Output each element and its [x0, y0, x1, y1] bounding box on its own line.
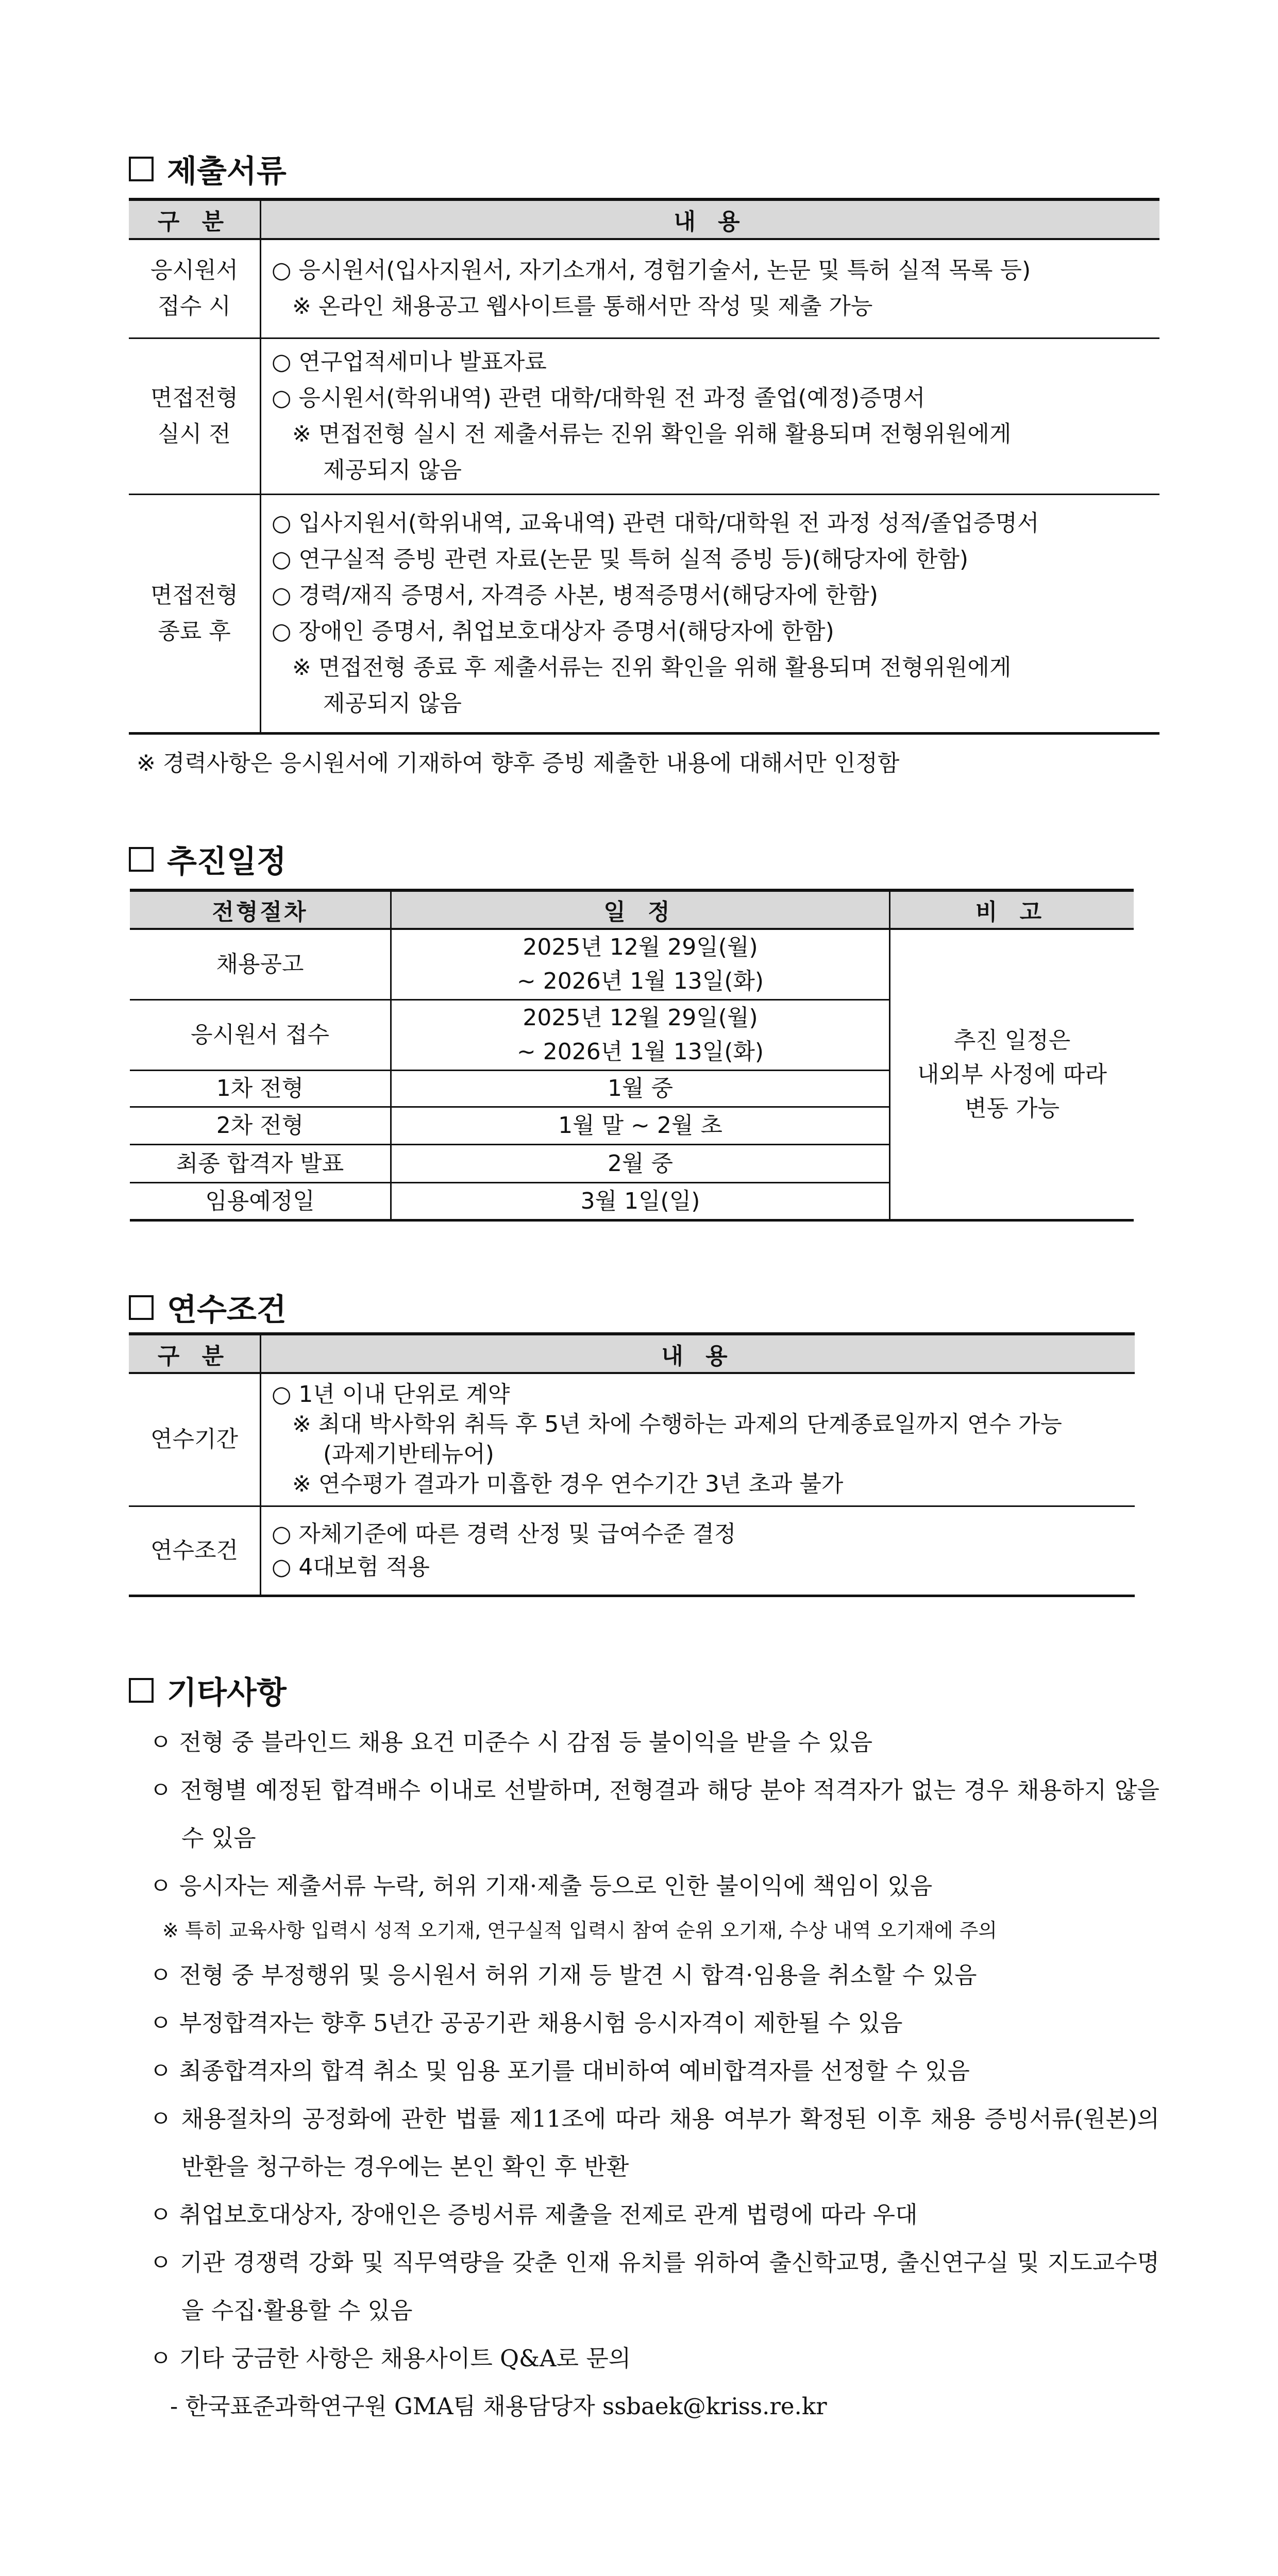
header-content: 내 용: [261, 199, 1160, 239]
content-line: ○ 자체기준에 따른 경력 산정 및 급여수준 결정: [272, 1520, 736, 1547]
checkbox-square-icon: [129, 157, 154, 181]
other-items-list: [149, 1718, 1159, 2430]
date-cell: 1월 중: [391, 1071, 890, 1107]
content-note: ※ 최대 박사학위 취득 후 5년 차에 수행하는 과제의 단계종료일까지 연수 가능: [292, 1411, 1062, 1438]
step-cell: 채용공고: [130, 929, 391, 1000]
date-cell: 1월 말 ~ 2월 초: [391, 1107, 890, 1145]
category-line: 면접전형: [150, 582, 238, 608]
content-note: ※ 면접전형 실시 전 제출서류는 진위 확인을 위해 활용되며 전형위원에게: [292, 420, 1012, 447]
row-category: 연수기간: [129, 1373, 261, 1506]
content-note: ※ 면접전형 종료 후 제출서류는 진위 확인을 위해 활용되며 전형위원에게: [292, 654, 1012, 681]
header-date: 일 정: [391, 890, 890, 929]
category-line: 접수 시: [158, 293, 231, 320]
table-row: [130, 929, 1134, 1000]
category-line: 응시원서: [150, 257, 238, 284]
content-note: ※ 온라인 채용공고 웹사이트를 통해서만 작성 및 제출 가능: [292, 293, 873, 320]
list-item: ㅇ 취업보호대상자, 장애인은 증빙서류 제출을 전제로 관계 법령에 따라 우대: [149, 2201, 918, 2228]
table-header: [129, 199, 1159, 239]
date-line: ~ 2026년 1월 13일(화): [516, 1039, 764, 1065]
date-cell: [391, 1000, 890, 1071]
content-note: ※ 연수평가 결과가 미흡한 경우 연수기간 3년 초과 불가: [292, 1471, 844, 1498]
table-row: [129, 1373, 1135, 1506]
remark-line: 추진 일정은: [953, 1027, 1071, 1054]
table-row: [129, 338, 1159, 494]
section-title: 연수조건: [167, 1292, 287, 1328]
date-cell: [391, 929, 890, 1000]
section-heading-other: [129, 1668, 287, 1713]
list-item: ㅇ 전형 중 블라인드 채용 요건 미준수 시 감점 등 불이익을 받을 수 있음: [149, 1728, 873, 1756]
section-heading-documents: [129, 147, 287, 191]
checkbox-square-icon: [129, 847, 154, 872]
section-title: 추진일정: [167, 844, 287, 880]
section-title: 제출서류: [167, 154, 287, 190]
row-category: 연수조건: [129, 1506, 261, 1596]
table-header: [130, 890, 1134, 929]
remark-line: 내외부 사정에 따라: [917, 1061, 1107, 1088]
content-line: ○ 응시원서(학위내역) 관련 대학/대학원 전 과정 졸업(예정)증명서: [272, 384, 926, 411]
category-line: 면접전형: [150, 384, 238, 411]
remark-cell: [890, 929, 1134, 1221]
training-table: [129, 1332, 1135, 1597]
date-cell: 3월 1일(일): [391, 1183, 890, 1221]
section-heading-schedule: [129, 837, 287, 882]
category-line: 실시 전: [158, 420, 231, 447]
step-cell: 2차 전형: [130, 1107, 391, 1145]
row-category: [129, 338, 261, 494]
table-row: [129, 239, 1159, 338]
career-note: ※ 경력사항은 응시원서에 기재하여 향후 증빙 제출한 내용에 대해서만 인정함: [137, 750, 900, 776]
content-line: ○ 1년 이내 단위로 계약: [272, 1381, 510, 1408]
table-header: [129, 1334, 1135, 1373]
checkbox-square-icon: [129, 1295, 154, 1320]
date-line: ~ 2026년 1월 13일(화): [516, 968, 764, 994]
content-line: ○ 입사지원서(학위내역, 교육내역) 관련 대학/대학원 전 과정 성적/졸업증명서: [272, 510, 1039, 536]
documents-table: [129, 198, 1159, 735]
date-line: 2025년 12월 29일(월): [523, 1005, 758, 1031]
content-line: ○ 응시원서(입사지원서, 자기소개서, 경험기술서, 논문 및 특허 실적 목록 등): [272, 257, 1031, 284]
list-item: ㅇ 최종합격자의 합격 취소 및 임용 포기를 대비하여 예비합격자를 선정할 수 있음: [149, 2057, 970, 2084]
checkbox-square-icon: [129, 1678, 154, 1703]
content-line: ○ 경력/재직 증명서, 자격증 사본, 병적증명서(해당자에 한함): [272, 582, 879, 608]
date-cell: 2월 중: [391, 1145, 890, 1183]
schedule-table: [130, 889, 1134, 1222]
content-line: ○ 4대보험 적용: [272, 1553, 430, 1580]
table-row: [129, 494, 1159, 733]
date-line: 2025년 12월 29일(월): [523, 934, 758, 960]
list-item: ㅇ 전형별 예정된 합격배수 이내로 선발하며, 전형결과 해당 분야 적격자가 없는 경우 채용하지 않을 수 있음: [149, 1776, 1159, 1852]
table-row: [129, 1506, 1135, 1596]
header-content: 내 용: [261, 1334, 1135, 1373]
content-note-continued: (과제기반테뉴어): [323, 1441, 494, 1468]
list-item: ㅇ 기관 경쟁력 강화 및 직무역량을 갖춘 인재 유치를 위하여 출신학교명, 출신연구실 및 지도교수명을 수집·활용할 수 있음: [149, 2249, 1159, 2324]
list-item: ㅇ 채용절차의 공정화에 관한 법률 제11조에 따라 채용 여부가 확정된 이후 채용 증빙서류(원본)의 반환을 청구하는 경우에는 본인 확인 후 반환: [149, 2105, 1159, 2180]
section-heading-training: [129, 1285, 287, 1330]
step-cell: 응시원서 접수: [130, 1000, 391, 1071]
header-category: 구 분: [129, 1334, 261, 1373]
row-content: [261, 338, 1160, 494]
row-category: [129, 239, 261, 338]
list-item: ㅇ 기타 궁금한 사항은 채용사이트 Q&A로 문의: [149, 2345, 631, 2372]
remark-line: 변동 가능: [964, 1095, 1060, 1122]
content-note-continued: 제공되지 않음: [323, 690, 462, 717]
row-content: [261, 239, 1160, 338]
step-cell: 최종 합격자 발표: [130, 1145, 391, 1183]
contact-line: - 한국표준과학연구원 GMA팀 채용담당자 ssbaek@kriss.re.kr: [170, 2393, 827, 2420]
row-content: [261, 494, 1160, 733]
row-content: [261, 1373, 1135, 1506]
list-note: ※ 특히 교육사항 입력시 성적 오기재, 연구실적 입력시 참여 순위 오기재, 수상 내역 오기재에 주의: [162, 1919, 998, 1942]
row-category: [129, 494, 261, 733]
content-line: ○ 장애인 증명서, 취업보호대상자 증명서(해당자에 한함): [272, 618, 834, 645]
list-item: ㅇ 부정합격자는 향후 5년간 공공기관 채용시험 응시자격이 제한될 수 있음: [149, 2009, 903, 2037]
header-remark: 비 고: [890, 890, 1134, 929]
header-step: 전형절차: [130, 890, 391, 929]
content-line: ○ 연구실적 증빙 관련 자료(논문 및 특허 실적 증빙 등)(해당자에 한함): [272, 546, 969, 572]
row-content: [261, 1506, 1135, 1596]
category-line: 종료 후: [158, 618, 231, 645]
list-item: ㅇ 전형 중 부정행위 및 응시원서 허위 기재 등 발견 시 합격·임용을 취소할 수 있음: [149, 1961, 977, 1989]
content-note-continued: 제공되지 않음: [323, 456, 462, 483]
section-title: 기타사항: [167, 1675, 287, 1711]
step-cell: 1차 전형: [130, 1071, 391, 1107]
list-item: ㅇ 응시자는 제출서류 누락, 허위 기재·제출 등으로 인한 불이익에 책임이 있음: [149, 1872, 933, 1900]
header-category: 구 분: [129, 199, 261, 239]
content-line: ○ 연구업적세미나 발표자료: [272, 348, 547, 375]
step-cell: 임용예정일: [130, 1183, 391, 1221]
